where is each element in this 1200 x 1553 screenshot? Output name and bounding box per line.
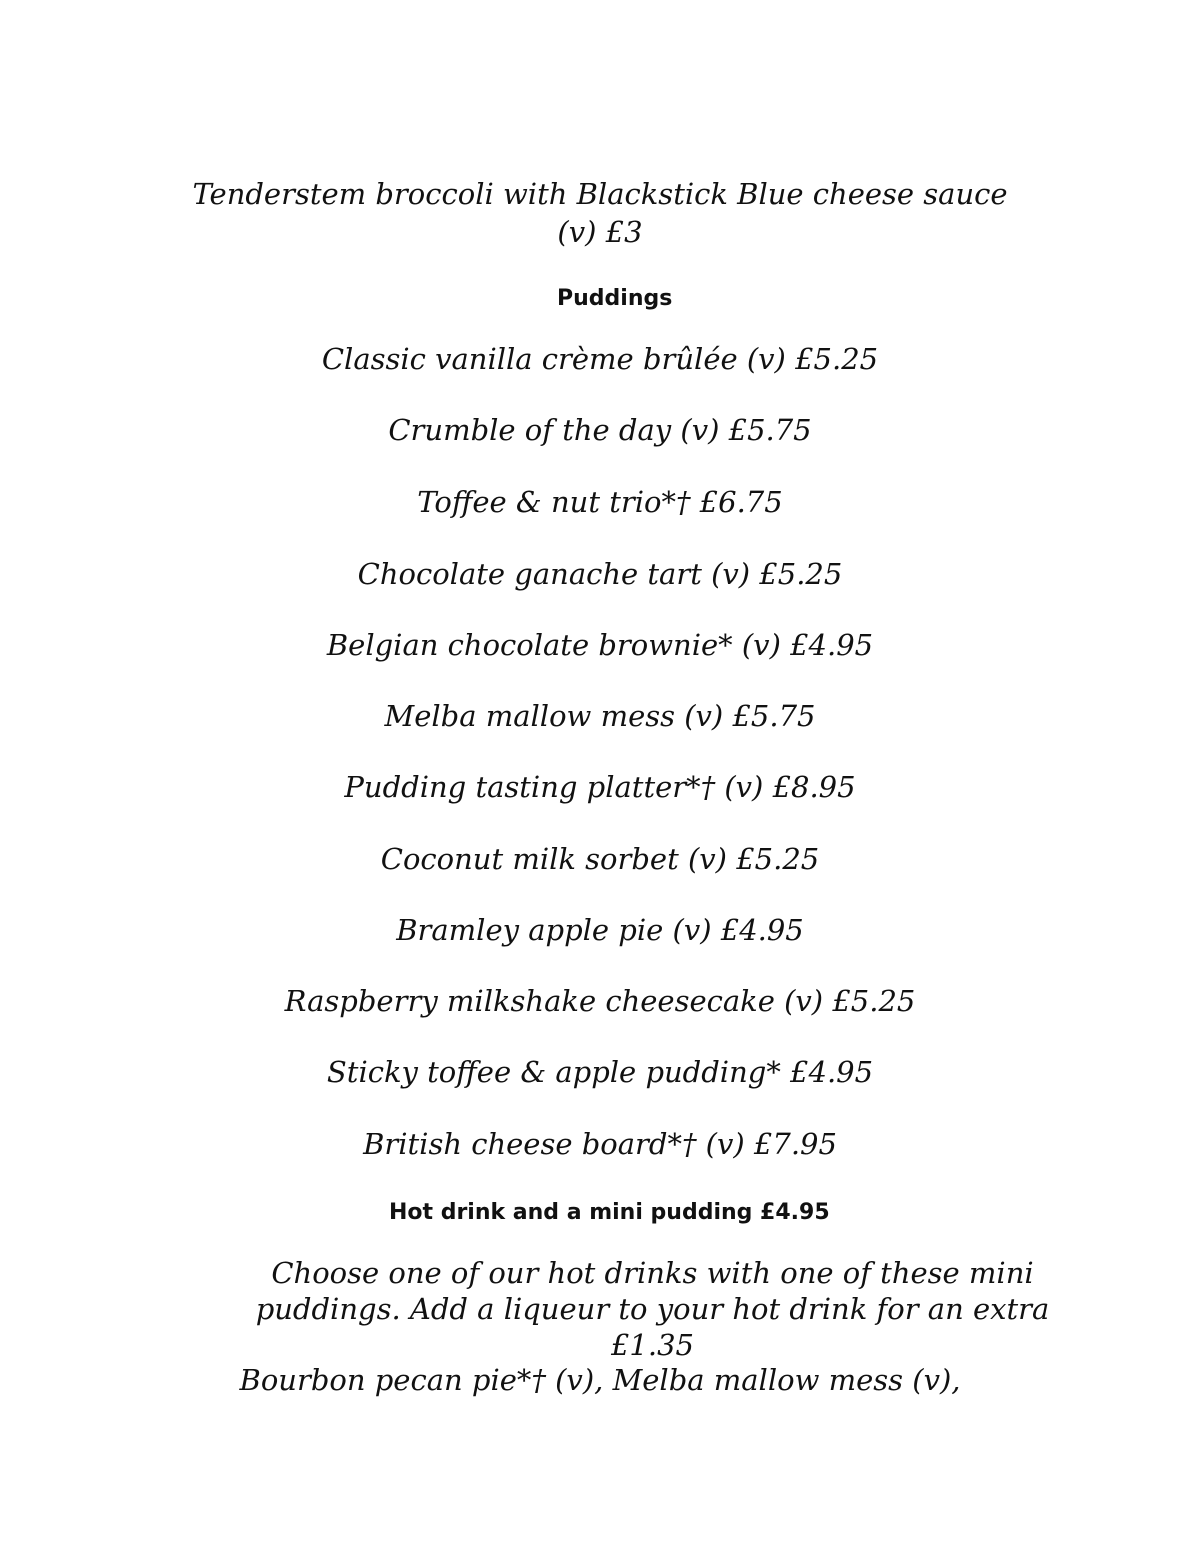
list-item: Classic vanilla crème brûlée (v) £5.25 <box>321 342 879 376</box>
list-item: Bramley apple pie (v) £4.95 <box>396 913 804 947</box>
list-item: Belgian chocolate brownie* (v) £4.95 <box>326 628 874 662</box>
list-item: Pudding tasting platter*† (v) £8.95 <box>344 770 856 804</box>
list-item: Melba mallow mess (v) £5.75 <box>384 699 816 733</box>
list-item: British cheese board*† (v) £7.95 <box>363 1127 837 1161</box>
hot-drink-description: Choose one of our hot drinks with one of these mini puddings. Add a liqueur to your hot drink for an extra £1.35 <box>255 1256 1050 1362</box>
list-item: Chocolate ganache tart (v) £5.25 <box>357 557 843 591</box>
mini-puddings-list: Bourbon pecan pie*† (v), Melba mallow mess (v), <box>239 1363 961 1397</box>
hot-drink-heading: Hot drink and a mini pudding £4.95 <box>389 1200 830 1225</box>
broccoli-line-1: Tenderstem broccoli with Blackstick Blue cheese sauce <box>192 177 1008 211</box>
puddings-heading: Puddings <box>557 286 673 311</box>
list-item: Coconut milk sorbet (v) £5.25 <box>380 842 820 876</box>
broccoli-line-2: (v) £3 <box>557 215 643 249</box>
list-item: Raspberry milkshake cheesecake (v) £5.25 <box>284 984 916 1018</box>
list-item: Toffee & nut trio*† £6.75 <box>417 485 783 519</box>
list-item: Sticky toffee & apple pudding* £4.95 <box>326 1055 874 1089</box>
list-item: Crumble of the day (v) £5.75 <box>388 413 812 447</box>
